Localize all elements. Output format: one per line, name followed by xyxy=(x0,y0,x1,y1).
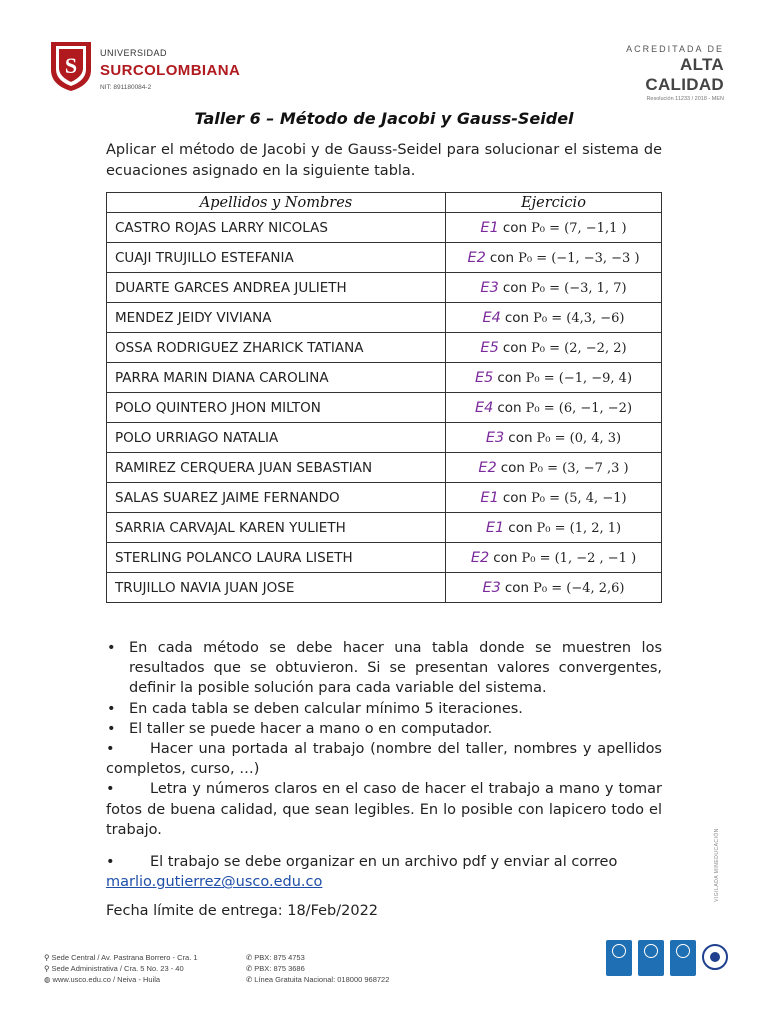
instruction-text: El taller se puede hacer a mano o en computador. xyxy=(129,720,493,737)
footer-address-2: ⚲ Sede Administrativa / Cra. 5 No. 23 - 40 xyxy=(44,964,184,973)
footer-phones xyxy=(246,952,389,985)
instructions-list xyxy=(106,638,662,892)
student-name-cell: SARRIA CARVAJAL KAREN YULIETH xyxy=(107,513,446,543)
exercise-connector: con xyxy=(504,579,530,596)
footer-phone-3: ✆ Línea Gratuita Nacional: 018000 968722 xyxy=(246,975,390,984)
table-row xyxy=(107,453,662,483)
initial-point: P₀ = (0, 4, 3) xyxy=(536,430,622,446)
student-name-cell: CUAJI TRUJILLO ESTEFANIA xyxy=(107,243,446,273)
bullet-icon: • xyxy=(106,854,115,871)
assignment-table xyxy=(106,192,662,603)
table-row xyxy=(107,423,662,453)
student-name-cell: TRUJILLO NAVIA JUAN JOSE xyxy=(107,573,446,603)
university-logo xyxy=(48,40,248,96)
exercise-connector: con xyxy=(508,519,533,536)
exercise-code: E5 xyxy=(474,369,494,386)
exercise-cell xyxy=(446,393,662,423)
list-item xyxy=(106,739,662,779)
accreditation-resolution: Resolución 11233 / 2018 - MEN xyxy=(646,96,724,102)
instruction-text: El trabajo se debe organizar en un archivo pdf y enviar al correo xyxy=(150,854,618,871)
initial-point: P₀ = (6, −1, −2) xyxy=(525,400,633,416)
svg-text:S: S xyxy=(64,53,78,78)
side-watermark xyxy=(710,826,730,910)
table-row xyxy=(107,573,662,603)
icontec-badge-icon xyxy=(670,940,696,976)
exercise-cell xyxy=(446,453,662,483)
exercise-cell xyxy=(446,333,662,363)
instruction-text: En cada tabla se deben calcular mínimo 5 iteraciones. xyxy=(129,700,523,717)
exercise-connector: con xyxy=(502,339,528,356)
initial-point: P₀ = (−1, −3, −3 ) xyxy=(518,250,640,266)
footer-phone-1: ✆ PBX: 875 4753 xyxy=(246,953,305,962)
bullet-icon: • xyxy=(106,741,115,758)
list-item xyxy=(106,699,662,719)
location-pin-icon: ⚲ xyxy=(44,953,50,962)
deadline-text: Fecha límite de entrega: 18/Feb/2022 xyxy=(106,903,379,919)
phone-icon: ✆ xyxy=(246,964,253,973)
exercise-code: E1 xyxy=(485,519,505,536)
exercise-connector: con xyxy=(502,279,528,296)
student-name-cell: RAMIREZ CERQUERA JUAN SEBASTIAN xyxy=(107,453,446,483)
bullet-icon: • xyxy=(107,720,116,737)
column-header-name: Apellidos y Nombres xyxy=(107,193,446,213)
exercise-cell xyxy=(446,513,662,543)
exercise-code: E1 xyxy=(480,489,499,506)
table-row xyxy=(107,213,662,243)
exercise-code: E3 xyxy=(485,429,505,446)
initial-point: P₀ = (3, −7 ,3 ) xyxy=(529,460,629,476)
exercise-cell xyxy=(446,483,662,513)
accreditation-main: ALTA CALIDAD xyxy=(645,55,724,94)
exercise-cell xyxy=(446,363,662,393)
list-item xyxy=(106,852,662,892)
university-label: UNIVERSIDAD xyxy=(100,48,168,58)
exercise-cell xyxy=(446,423,662,453)
bullet-icon: • xyxy=(107,640,116,656)
university-name: SURCOLOMBIANA xyxy=(100,62,241,79)
exercise-code: E2 xyxy=(478,459,497,476)
table-row xyxy=(107,543,662,573)
list-item xyxy=(106,638,662,699)
student-name-cell: DUARTE GARCES ANDREA JULIETH xyxy=(107,273,446,303)
accreditation-top: ACREDITADA DE xyxy=(626,44,724,54)
exercise-connector: con xyxy=(502,489,528,506)
exercise-connector: con xyxy=(504,309,530,326)
student-name-cell: POLO QUINTERO JHON MILTON xyxy=(107,393,446,423)
exercise-cell xyxy=(446,573,662,603)
exercise-connector: con xyxy=(497,369,522,386)
location-pin-icon: ⚲ xyxy=(44,964,50,973)
bullet-icon: • xyxy=(106,781,115,798)
initial-point: P₀ = (4,3, −6) xyxy=(533,310,625,326)
university-nit: NIT: 891180084-2 xyxy=(100,84,152,91)
document-title: Taller 6 – Método de Jacobi y Gauss-Seidel xyxy=(194,109,574,128)
table-row xyxy=(107,243,662,273)
intro-paragraph: Aplicar el método de Jacobi y de Gauss-Seidel para solucionar el sistema de ecuaciones asignado en la siguiente tabla. xyxy=(106,142,662,179)
exercise-cell xyxy=(446,213,662,243)
exercise-connector: con xyxy=(489,249,515,266)
student-name-cell: OSSA RODRIGUEZ ZHARICK TATIANA xyxy=(107,333,446,363)
exercise-cell xyxy=(446,303,662,333)
initial-point: P₀ = (7, −1,1 ) xyxy=(531,220,627,236)
side-watermark-text: VIGILADA MINEDUCACIÓN xyxy=(713,828,720,902)
exercise-cell xyxy=(446,273,662,303)
certification-seal-icon xyxy=(702,944,728,970)
accreditation-logo xyxy=(604,44,724,102)
footer-address-1: ⚲ Sede Central / Av. Pastrana Borrero - Cra. 1 xyxy=(44,953,198,962)
table-header-row xyxy=(107,193,662,213)
university-shield-icon xyxy=(48,40,94,92)
exercise-cell xyxy=(446,543,662,573)
instruction-text: Hacer una portada al trabajo (nombre del taller, nombres y apellidos completos, curso, …) xyxy=(106,741,662,778)
student-name-cell: STERLING POLANCO LAURA LISETH xyxy=(107,543,446,573)
list-item xyxy=(106,779,662,840)
phone-icon: ✆ xyxy=(246,975,253,984)
student-name-cell: CASTRO ROJAS LARRY NICOLAS xyxy=(107,213,446,243)
bullet-icon: • xyxy=(107,700,116,717)
certification-badges xyxy=(606,940,730,990)
email-link[interactable]: marlio.gutierrez@usco.edu.co xyxy=(106,874,323,891)
student-name-cell: SALAS SUAREZ JAIME FERNANDO xyxy=(107,483,446,513)
exercise-code: E3 xyxy=(480,279,499,296)
phone-icon: ✆ xyxy=(246,953,253,962)
exercise-code: E1 xyxy=(480,219,499,236)
icontec-badge-icon xyxy=(638,940,664,976)
table-row xyxy=(107,303,662,333)
table-row xyxy=(107,393,662,423)
initial-point: P₀ = (5, 4, −1) xyxy=(531,490,627,506)
initial-point: P₀ = (1, 2, 1) xyxy=(536,520,622,536)
footer-website: ◍ www.usco.edu.co / Neiva - Huila xyxy=(44,975,161,984)
list-item xyxy=(106,719,662,739)
table-row xyxy=(107,483,662,513)
exercise-connector: con xyxy=(497,399,522,416)
initial-point: P₀ = (−1, −9, 4) xyxy=(525,370,633,386)
exercise-cell xyxy=(446,243,662,273)
initial-point: P₀ = (1, −2 , −1 ) xyxy=(521,550,637,566)
column-header-exercise: Ejercicio xyxy=(446,193,662,213)
exercise-connector: con xyxy=(493,549,518,566)
table-row xyxy=(107,513,662,543)
table-row xyxy=(107,333,662,363)
instruction-text: Letra y números claros en el caso de hacer el trabajo a mano y tomar fotos de buena calidad, que sean legibles. En lo posible con lapicero todo el trabajo. xyxy=(106,781,662,838)
initial-point: P₀ = (2, −2, 2) xyxy=(531,340,627,356)
exercise-connector: con xyxy=(502,219,528,236)
exercise-connector: con xyxy=(508,429,533,446)
exercise-code: E4 xyxy=(474,399,494,416)
exercise-code: E3 xyxy=(482,579,501,596)
table-row xyxy=(107,363,662,393)
globe-icon: ◍ xyxy=(44,975,51,984)
initial-point: P₀ = (−3, 1, 7) xyxy=(531,280,627,296)
exercise-connector: con xyxy=(500,459,525,476)
student-name-cell: POLO URRIAGO NATALIA xyxy=(107,423,446,453)
exercise-code: E4 xyxy=(482,309,501,326)
exercise-code: E5 xyxy=(480,339,499,356)
footer-addresses xyxy=(44,952,198,985)
student-name-cell: MENDEZ JEIDY VIVIANA xyxy=(107,303,446,333)
exercise-code: E2 xyxy=(470,549,490,566)
table-row xyxy=(107,273,662,303)
student-name-cell: PARRA MARIN DIANA CAROLINA xyxy=(107,363,446,393)
instruction-text: En cada método se debe hacer una tabla donde se muestren los resultados que se obtuvieron. Si se presentan valores convergentes, definir la posible solución para cada variable del sistema. xyxy=(129,640,662,697)
initial-point: P₀ = (−4, 2,6) xyxy=(533,580,625,596)
footer-phone-2: ✆ PBX: 875 3686 xyxy=(246,964,305,973)
exercise-code: E2 xyxy=(467,249,486,266)
icontec-badge-icon xyxy=(606,940,632,976)
table-body xyxy=(107,213,662,603)
